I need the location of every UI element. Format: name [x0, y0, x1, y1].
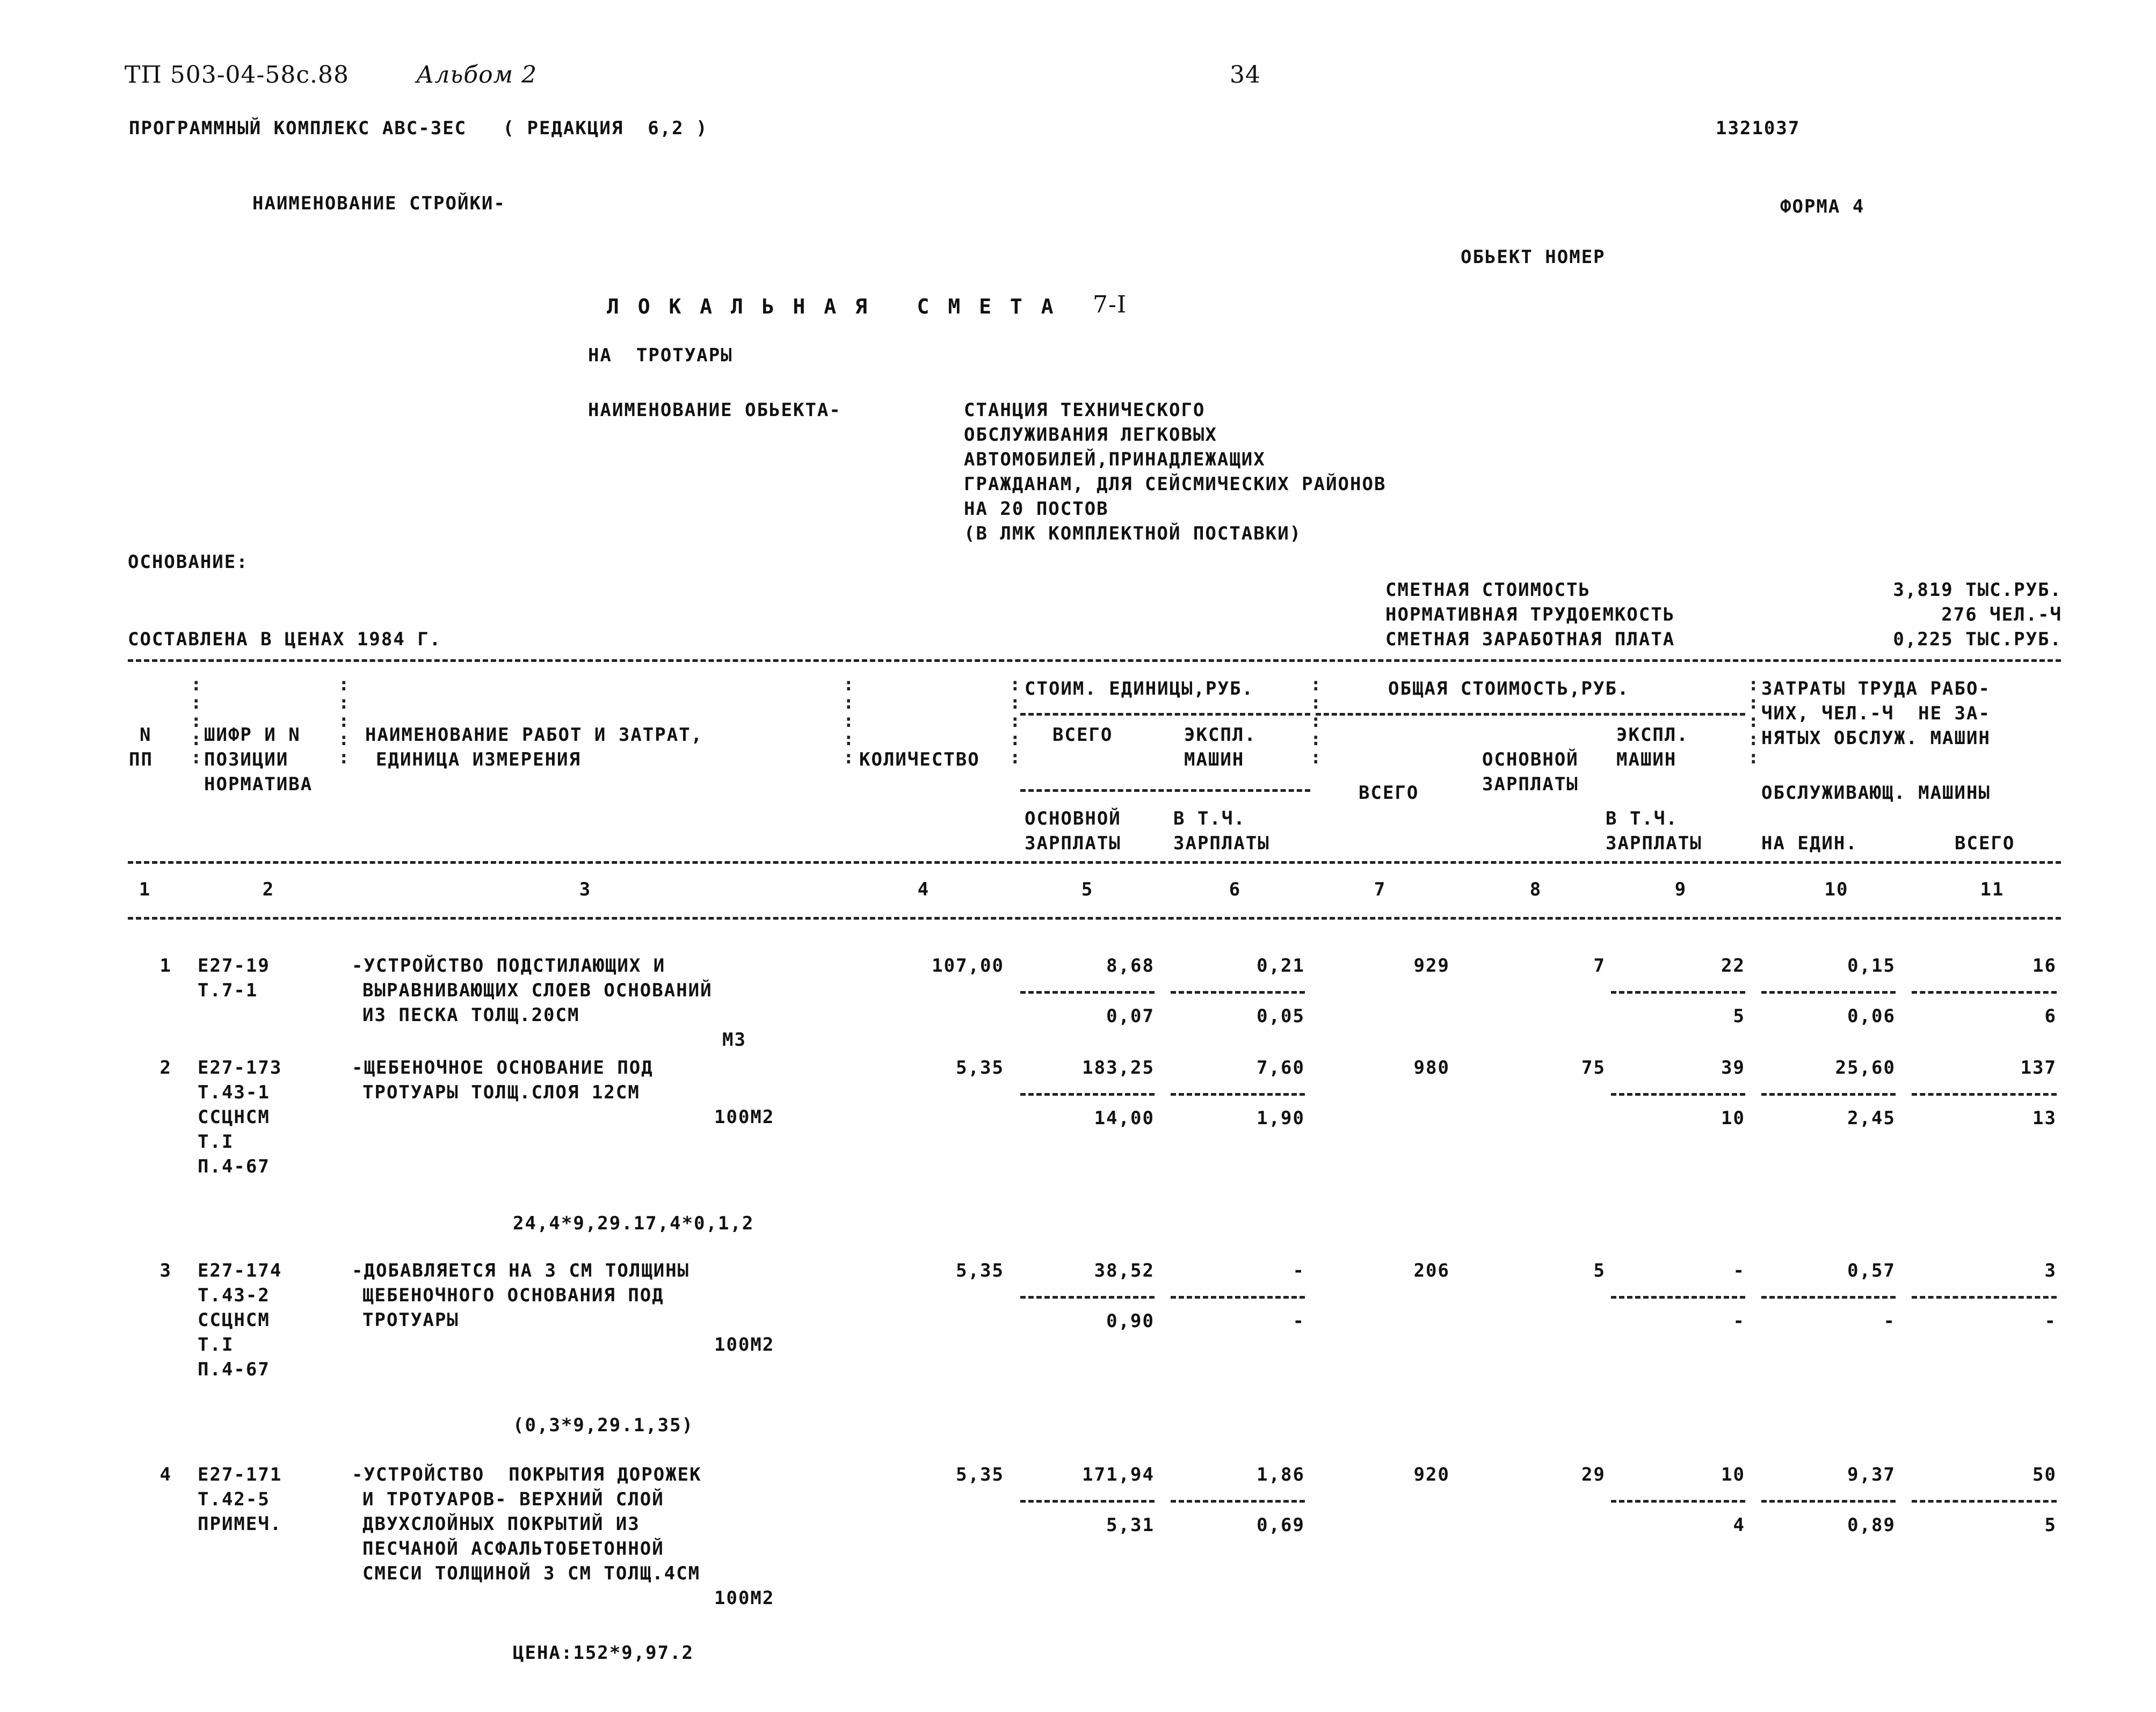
column-number: 4 — [917, 879, 930, 900]
row-name: СМЕСИ ТОЛЩИНОЙ 3 СМ ТОЛЩ.4СМ — [362, 1563, 701, 1584]
header-base-wage: ОСНОВНОЙ — [1025, 808, 1121, 829]
header-code: ШИФР И N — [204, 724, 301, 746]
header-machine-wage: ЗАРПЛАТЫ — [1606, 833, 1702, 854]
row-name: ВЫРАВНИВАЮЩИХ СЛОЕВ ОСНОВАНИЙ — [362, 980, 713, 1001]
table-rule — [1611, 1093, 1745, 1096]
row-unit-wage: 5,31 — [1106, 1514, 1155, 1536]
column-number: 3 — [579, 879, 592, 900]
table-rule — [1912, 1296, 2057, 1299]
row-unit-machine: 0,21 — [1257, 955, 1305, 977]
row-quantity: 107,00 — [932, 955, 1004, 977]
table-rule — [1761, 1296, 1896, 1299]
header-main-wage: ОСНОВНОЙ — [1482, 749, 1579, 770]
estimate-title: Л О К А Л Ь Н А Я С М Е Т А — [607, 295, 1057, 318]
header-expl: ЭКСПЛ. — [1184, 724, 1257, 746]
table-rule — [1611, 991, 1745, 994]
form-label: ФОРМА 4 — [1780, 196, 1865, 217]
estimate-subject: НА ТРОТУАРЫ — [588, 345, 733, 366]
row-unit-cost: 171,94 — [1082, 1464, 1155, 1485]
row-unit-machine-wage: 0,05 — [1257, 1006, 1305, 1027]
table-rule — [1020, 789, 1310, 792]
row-name: ДВУХСЛОЙНЫХ ПОКРЫТИЙ ИЗ — [362, 1513, 640, 1535]
row-quantity: 5,35 — [956, 1464, 1004, 1485]
row-labor-total: 50 — [2032, 1464, 2057, 1485]
row-name: ТРОТУАРЫ — [362, 1309, 459, 1331]
row-code: ССЦНСМ — [198, 1309, 270, 1331]
summary-label: СМЕТНАЯ ЗАРАБОТНАЯ ПЛАТА — [1385, 629, 1675, 650]
row-labor-per-unit: 0,15 — [1847, 955, 1896, 977]
album-reference: ТП 503-04-58с.88 — [125, 61, 350, 89]
row-total-cost: 929 — [1413, 955, 1450, 977]
row-quantity: 5,35 — [956, 1057, 1004, 1079]
table-rule — [1171, 1296, 1305, 1299]
header-incl-wage: ЗАРПЛАТЫ — [1173, 833, 1270, 854]
header-machine-wage: В Т.Ч. — [1606, 808, 1678, 829]
row-formula: (0,3*9,29.1,35) — [513, 1415, 694, 1436]
row-code: Т.7-1 — [198, 980, 258, 1001]
row-unit-wage: 14,00 — [1094, 1108, 1155, 1129]
header-total-cost: ОБЩАЯ СТОИМОСТЬ,РУБ. — [1388, 678, 1630, 700]
row-total-cost: 980 — [1413, 1057, 1450, 1079]
object-number-label: ОБЬЕКТ НОМЕР — [1461, 246, 1606, 268]
row-labor-total: 16 — [2032, 955, 2057, 977]
row-labor-per-unit: 0,57 — [1847, 1260, 1896, 1281]
column-separator: : : : : : — [1310, 674, 1323, 768]
prices-note: СОСТАВЛЕНА В ЦЕНАХ 1984 Г. — [128, 629, 442, 650]
table-rule — [1020, 713, 1310, 716]
header-unit-cost: СТОИМ. ЕДИНИЦЫ,РУБ. — [1025, 678, 1254, 700]
row-code: Т.I — [198, 1334, 234, 1356]
row-code: Е27-19 — [198, 955, 270, 977]
object-line: НА 20 ПОСТОВ — [964, 498, 1109, 520]
row-machine-wage: - — [1733, 1310, 1745, 1332]
column-number: 2 — [262, 879, 275, 900]
summary-label: СМЕТНАЯ СТОИМОСТЬ — [1385, 579, 1591, 601]
row-machine-cost: - — [1733, 1260, 1745, 1281]
row-machine-cost: 22 — [1721, 955, 1745, 977]
row-formula: ЦЕНА:152*9,97.2 — [513, 1642, 694, 1664]
table-rule — [1020, 1093, 1155, 1096]
column-separator: : : : : : — [1010, 674, 1022, 768]
header-n: ПП — [129, 749, 153, 770]
table-rule — [1761, 1093, 1896, 1096]
column-number: 8 — [1529, 879, 1542, 900]
row-total-cost: 206 — [1413, 1260, 1450, 1281]
table-rule — [128, 659, 2061, 662]
summary-value: 0,225 ТЫС.РУБ. — [1893, 629, 2062, 650]
row-machine-cost: 39 — [1721, 1057, 1745, 1079]
row-labor-service-unit: 2,45 — [1847, 1108, 1896, 1129]
page-number: 34 — [1230, 61, 1261, 89]
summary-label: НОРМАТИВНАЯ ТРУДОЕМКОСТЬ — [1385, 604, 1675, 625]
column-separator: : : : : : — [338, 674, 351, 768]
table-rule — [1611, 1296, 1745, 1299]
row-code: ССЦНСМ — [198, 1106, 270, 1128]
header-incl-wage: В Т.Ч. — [1173, 808, 1246, 829]
header-name: ЕДИНИЦА ИЗМЕРЕНИЯ — [376, 749, 581, 770]
row-main-wage: 7 — [1593, 955, 1606, 977]
row-name: -ДОБАВЛЯЕТСЯ НА 3 СМ ТОЛЩИНЫ — [352, 1260, 690, 1281]
table-rule — [1171, 1093, 1305, 1096]
header-labor-total: ВСЕГО — [1955, 833, 2015, 854]
column-number: 1 — [139, 879, 151, 900]
row-unit-wage: 0,90 — [1106, 1310, 1155, 1332]
column-number: 10 — [1824, 879, 1849, 900]
row-unit: М3 — [722, 1029, 746, 1051]
row-code: П.4-67 — [198, 1156, 270, 1177]
row-labor-service-unit: 0,89 — [1847, 1514, 1896, 1536]
table-rule — [1171, 1500, 1305, 1503]
table-rule — [1316, 713, 1745, 716]
program-name: ПРОГРАММНЫЙ КОМПЛЕКС АВС-ЗЕС ( РЕДАКЦИЯ 6,2 ) — [129, 118, 708, 139]
row-name: ИЗ ПЕСКА ТОЛЩ.20СМ — [362, 1004, 580, 1026]
header-code: ПОЗИЦИИ — [204, 749, 289, 770]
row-number: 4 — [159, 1464, 172, 1485]
column-number: 6 — [1229, 879, 1242, 900]
row-code: Т.43-2 — [198, 1285, 270, 1306]
header-labor-per-unit: НА ЕДИН. — [1761, 833, 1858, 854]
header-base-wage: ЗАРПЛАТЫ — [1025, 833, 1121, 854]
row-machine-wage: 4 — [1733, 1514, 1745, 1536]
table-rule — [1611, 1500, 1745, 1503]
row-name: ПЕСЧАНОЙ АСФАЛЬТОБЕТОННОЙ — [362, 1538, 664, 1560]
column-number: 11 — [1980, 879, 2005, 900]
row-labor-service-total: 5 — [2044, 1514, 2057, 1536]
row-labor-per-unit: 25,60 — [1835, 1057, 1896, 1079]
row-unit-cost: 183,25 — [1082, 1057, 1155, 1079]
row-labor-per-unit: 9,37 — [1847, 1464, 1896, 1485]
row-labor-service-total: 13 — [2032, 1108, 2057, 1129]
table-rule — [1020, 1296, 1155, 1299]
row-labor-total: 137 — [2020, 1057, 2057, 1079]
column-separator: : : : : : — [191, 674, 203, 768]
row-code: Т.42-5 — [198, 1489, 270, 1510]
row-unit-machine-wage: 0,69 — [1257, 1514, 1305, 1536]
object-line: (В ЛМК КОМПЛЕКТНОЙ ПОСТАВКИ) — [964, 523, 1302, 544]
column-number: 5 — [1081, 879, 1094, 900]
row-unit-machine-wage: - — [1293, 1310, 1305, 1332]
row-name: ЩЕБЕНОЧНОГО ОСНОВАНИЯ ПОД — [362, 1285, 664, 1306]
table-rule — [1171, 991, 1305, 994]
header-expl: МАШИН — [1184, 749, 1245, 770]
row-unit-cost: 8,68 — [1106, 955, 1155, 977]
row-machine-wage: 5 — [1733, 1006, 1745, 1027]
row-unit: 100М2 — [714, 1587, 775, 1609]
header-main-wage: ЗАРПЛАТЫ — [1482, 774, 1579, 795]
summary-value: 3,819 ТЫС.РУБ. — [1893, 579, 2062, 601]
object-line: СТАНЦИЯ ТЕХНИЧЕСКОГО — [964, 399, 1206, 421]
row-code: Е27-173 — [198, 1057, 282, 1079]
row-labor-service-total: 6 — [2044, 1006, 2057, 1027]
row-unit: 100М2 — [714, 1106, 775, 1128]
header-total: ВСЕГО — [1359, 782, 1419, 804]
table-rule — [128, 917, 2061, 920]
object-label: НАИМЕНОВАНИЕ ОБЬЕКТА- — [588, 399, 841, 421]
row-name: -ЩЕБЕНОЧНОЕ ОСНОВАНИЕ ПОД — [352, 1057, 654, 1079]
table-rule — [128, 861, 2061, 864]
row-code: Е27-171 — [198, 1464, 282, 1485]
row-code: Е27-174 — [198, 1260, 282, 1281]
estimate-number: 7-I — [1093, 291, 1127, 318]
row-labor-service-unit: - — [1883, 1310, 1896, 1332]
row-unit-machine: 7,60 — [1257, 1057, 1305, 1079]
row-labor-service-total: - — [2044, 1310, 2057, 1332]
row-number: 2 — [159, 1057, 172, 1079]
header-unit-total: ВСЕГО — [1052, 724, 1113, 746]
row-machine-wage: 10 — [1721, 1108, 1745, 1129]
header-code: НОРМАТИВА — [204, 774, 313, 795]
row-number: 1 — [159, 955, 172, 977]
row-unit: 100М2 — [714, 1334, 775, 1356]
album-name: Альбом 2 — [416, 61, 538, 89]
table-rule — [1912, 1500, 2057, 1503]
row-code: Т.43-1 — [198, 1082, 270, 1103]
row-number: 3 — [159, 1260, 172, 1281]
header-quantity: КОЛИЧЕСТВО — [859, 749, 980, 770]
row-name: ТРОТУАРЫ ТОЛЩ.СЛОЯ 12СМ — [362, 1082, 640, 1103]
summary-value: 276 ЧЕЛ.-Ч — [1941, 604, 2062, 625]
row-labor-service-unit: 0,06 — [1847, 1006, 1896, 1027]
table-rule — [1020, 991, 1155, 994]
row-main-wage: 29 — [1581, 1464, 1606, 1485]
header-labor: ЧИХ, ЧЕЛ.-Ч НЕ ЗА- — [1761, 703, 1991, 724]
row-name: -УСТРОЙСТВО ПОКРЫТИЯ ДОРОЖЕК — [352, 1464, 702, 1485]
row-unit-machine-wage: 1,90 — [1257, 1108, 1305, 1129]
row-name: И ТРОТУАРОВ- ВЕРХНИЙ СЛОЙ — [362, 1489, 664, 1510]
table-rule — [1020, 1500, 1155, 1503]
basis-label: ОСНОВАНИЕ: — [128, 551, 249, 573]
column-number: 7 — [1374, 879, 1386, 900]
header-n: N — [140, 724, 152, 746]
header-machine-op: МАШИН — [1616, 749, 1677, 770]
row-quantity: 5,35 — [956, 1260, 1004, 1281]
header-name: НАИМЕНОВАНИЕ РАБОТ И ЗАТРАТ, — [365, 724, 703, 746]
object-line: ГРАЖДАНАМ, ДЛЯ СЕЙСМИЧЕСКИХ РАЙОНОВ — [964, 473, 1386, 495]
row-code: П.4-67 — [198, 1359, 270, 1380]
object-line: ОБСЛУЖИВАНИЯ ЛЕГКОВЫХ — [964, 424, 1217, 446]
header-labor: НЯТЫХ ОБСЛУЖ. МАШИН — [1761, 727, 1991, 749]
column-separator: : : : : : — [1748, 674, 1760, 768]
row-name: -УСТРОЙСТВО ПОДСТИЛАЮЩИХ И — [352, 955, 666, 977]
row-formula: 24,4*9,29.17,4*0,1,2 — [513, 1213, 754, 1234]
header-machine-op: ЭКСПЛ. — [1616, 724, 1689, 746]
column-number: 9 — [1674, 879, 1687, 900]
row-labor-total: 3 — [2044, 1260, 2057, 1281]
row-unit-cost: 38,52 — [1094, 1260, 1155, 1281]
row-code: ПРИМЕЧ. — [198, 1513, 282, 1535]
column-separator: : : : : : — [843, 674, 855, 768]
table-rule — [1761, 1500, 1896, 1503]
header-labor-service: ОБСЛУЖИВАЮЩ. МАШИНЫ — [1761, 782, 1991, 804]
table-rule — [1912, 1093, 2057, 1096]
row-machine-cost: 10 — [1721, 1464, 1745, 1485]
row-unit-machine: - — [1293, 1260, 1305, 1281]
document-number: 1321037 — [1716, 118, 1801, 139]
row-total-cost: 920 — [1413, 1464, 1450, 1485]
table-rule — [1912, 991, 2057, 994]
construction-label: НАИМЕНОВАНИЕ СТРОЙКИ- — [252, 193, 506, 214]
row-unit-machine: 1,86 — [1257, 1464, 1305, 1485]
table-rule — [1761, 991, 1896, 994]
row-code: Т.I — [198, 1131, 234, 1153]
row-unit-wage: 0,07 — [1106, 1006, 1155, 1027]
header-labor: ЗАТРАТЫ ТРУДА РАБО- — [1761, 678, 1991, 700]
object-line: АВТОМОБИЛЕЙ,ПРИНАДЛЕЖАЩИХ — [964, 449, 1266, 470]
row-main-wage: 75 — [1581, 1057, 1606, 1079]
row-main-wage: 5 — [1593, 1260, 1606, 1281]
